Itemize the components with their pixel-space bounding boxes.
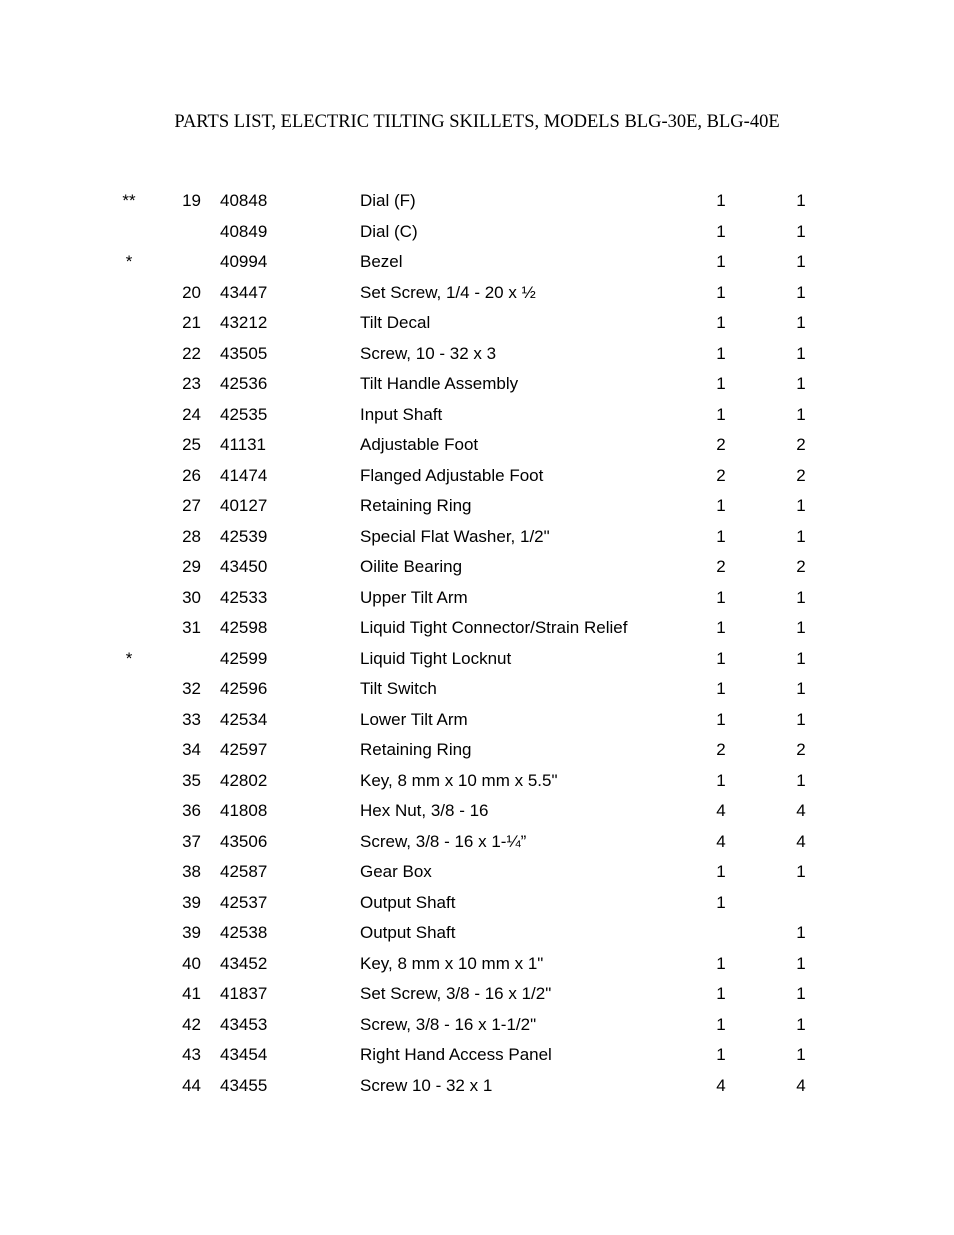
item-number: 38 [182,862,201,881]
quantity-blg-30e: 1 [716,587,726,607]
quantity-blg-40e: 1 [796,374,806,393]
quantity-blg-40e: 4 [796,831,806,851]
quantity-blg-30e: 1 [716,709,726,729]
part-description: Retaining Ring [360,496,472,515]
item-number: 31 [182,618,201,637]
part-description: Gear Box [360,862,432,881]
note-mark: * [125,648,133,668]
quantity-blg-40e: 1 [796,984,806,1003]
part-description: Set Screw, 1/4 - 20 x ½ [360,282,536,302]
quantity-blg-30e: 1 [716,404,726,424]
quantity-blg-30e: 2 [716,435,726,454]
quantity-blg-30e: 1 [716,343,726,363]
table-row [0,522,954,553]
table-row [0,247,954,278]
part-number: 43455 [220,1075,268,1095]
part-number: 41808 [220,801,268,820]
quantity-blg-30e: 1 [716,526,726,546]
quantity-blg-30e: 1 [716,892,726,912]
item-number: 36 [182,801,201,820]
part-description: Tilt Decal [360,313,431,332]
quantity-blg-40e: 4 [796,801,806,820]
part-number: 41837 [220,984,268,1003]
table-row [0,918,954,949]
quantity-blg-40e: 1 [796,191,806,210]
part-description: Bezel [360,252,403,271]
quantity-blg-40e: 1 [796,862,806,881]
part-description: Input Shaft [360,404,443,424]
item-number: 23 [182,374,201,393]
item-number: 27 [182,496,201,515]
part-number: 42536 [220,374,268,393]
part-description: Dial (F) [360,191,416,210]
quantity-blg-30e: 1 [716,770,726,790]
quantity-blg-40e: 1 [796,648,806,668]
part-number: 41474 [220,465,268,485]
part-description: Set Screw, 3/8 - 16 x 1/2" [360,984,552,1003]
quantity-blg-30e: 1 [716,679,726,698]
quantity-blg-40e: 1 [796,1045,806,1064]
table-row [0,705,954,736]
quantity-blg-40e: 2 [796,740,806,759]
table-row [0,674,954,705]
part-number: 42599 [220,648,268,668]
item-number: 24 [182,404,201,424]
quantity-blg-40e: 1 [796,313,806,332]
table-row [0,1010,954,1041]
item-number: 32 [182,679,201,698]
quantity-blg-40e: 1 [796,618,806,637]
quantity-blg-40e: 1 [796,526,806,546]
part-description: Upper Tilt Arm [360,587,468,607]
part-number: 40127 [220,496,268,515]
part-number: 43212 [220,313,268,332]
part-description: Screw 10 - 32 x 1 [360,1075,493,1095]
quantity-blg-30e: 2 [716,740,726,759]
quantity-blg-40e: 1 [796,221,806,241]
item-number: 21 [182,313,201,332]
quantity-blg-30e: 1 [716,618,726,637]
part-description: Key, 8 mm x 10 mm x 1" [360,953,544,973]
quantity-blg-40e: 1 [796,923,806,942]
quantity-blg-30e: 1 [716,221,726,241]
part-description: Right Hand Access Panel [360,1045,552,1064]
quantity-blg-30e: 4 [716,1075,726,1095]
item-number: 39 [182,923,201,942]
item-number: 25 [182,435,201,454]
quantity-blg-30e: 1 [716,252,726,271]
part-description: Dial (C) [360,221,418,241]
table-row [0,613,954,644]
table-row [0,583,954,614]
table-row [0,1040,954,1071]
part-description: Retaining Ring [360,740,472,759]
table-row [0,339,954,370]
part-description: Lower Tilt Arm [360,709,468,729]
part-number: 42538 [220,923,268,942]
quantity-blg-40e: 1 [796,953,806,973]
part-description: Output Shaft [360,923,456,942]
part-description: Key, 8 mm x 10 mm x 5.5" [360,770,558,790]
item-number: 29 [182,557,201,576]
quantity-blg-30e: 1 [716,862,726,881]
table-row [0,552,954,583]
table-row [0,735,954,766]
part-description: Liquid Tight Connector/Strain Relief [360,618,628,637]
quantity-blg-40e: 1 [796,252,806,271]
quantity-blg-30e: 1 [716,1014,726,1034]
item-number: 22 [182,343,201,363]
table-row [0,369,954,400]
part-number: 42534 [220,709,268,729]
parts-list [0,186,954,1101]
part-number: 43450 [220,557,268,576]
quantity-blg-30e: 1 [716,374,726,393]
part-number: 40994 [220,252,268,271]
item-number: 43 [182,1045,201,1064]
part-number: 43506 [220,831,268,851]
quantity-blg-40e: 1 [796,1014,806,1034]
table-row [0,186,954,217]
table-row [0,430,954,461]
quantity-blg-30e: 1 [716,1045,726,1064]
quantity-blg-40e: 1 [796,587,806,607]
quantity-blg-40e: 1 [796,343,806,363]
part-number: 40848 [220,191,268,210]
quantity-blg-30e: 1 [716,984,726,1003]
part-description: Screw, 3/8 - 16 x 1-¼” [360,831,527,851]
part-number: 42802 [220,770,268,790]
table-row [0,308,954,339]
part-number: 42535 [220,404,268,424]
table-row [0,644,954,675]
part-number: 42596 [220,679,268,698]
quantity-blg-30e: 2 [716,465,726,485]
quantity-blg-30e: 1 [716,953,726,973]
item-number: 34 [182,740,201,759]
item-number: 37 [182,831,201,851]
item-number: 39 [182,892,201,912]
item-number: 44 [182,1075,201,1095]
part-description: Adjustable Foot [360,435,479,454]
quantity-blg-30e: 2 [716,557,726,576]
quantity-blg-40e: 4 [796,1075,806,1095]
table-row [0,827,954,858]
note-mark: * [125,252,133,271]
item-number: 19 [182,191,201,210]
item-number: 40 [182,953,201,973]
part-description: Flanged Adjustable Foot [360,465,544,485]
item-number: 35 [182,770,201,790]
part-number: 42587 [220,862,268,881]
part-description: Screw, 10 - 32 x 3 [360,343,497,363]
quantity-blg-40e: 1 [796,679,806,698]
quantity-blg-30e: 4 [716,831,726,851]
table-row [0,491,954,522]
quantity-blg-40e: 1 [796,496,806,515]
quantity-blg-30e: 1 [716,313,726,332]
part-number: 43454 [220,1045,268,1064]
table-row [0,888,954,919]
part-number: 42598 [220,618,268,637]
table-row [0,1071,954,1102]
quantity-blg-30e: 4 [716,801,726,820]
quantity-blg-40e: 1 [796,770,806,790]
part-description: Output Shaft [360,892,456,912]
part-description: Special Flat Washer, 1/2" [360,526,550,546]
item-number: 33 [182,709,201,729]
quantity-blg-40e: 2 [796,557,806,576]
item-number: 30 [182,587,201,607]
table-row [0,400,954,431]
part-number: 40849 [220,221,268,241]
quantity-blg-30e: 1 [716,648,726,668]
part-description: Oilite Bearing [360,557,463,576]
quantity-blg-30e: 1 [716,282,726,302]
note-mark: ** [122,191,136,210]
part-number: 42537 [220,892,268,912]
quantity-blg-40e: 1 [796,709,806,729]
item-number: 28 [182,526,201,546]
part-number: 42597 [220,740,268,759]
part-number: 43453 [220,1014,268,1034]
item-number: 41 [182,984,201,1003]
table-row [0,857,954,888]
item-number: 42 [182,1014,201,1034]
table-row [0,217,954,248]
part-number: 43447 [220,282,268,302]
table-row [0,766,954,797]
part-description: Tilt Switch [360,679,437,698]
quantity-blg-30e: 1 [716,496,726,515]
item-number: 20 [182,282,201,302]
quantity-blg-40e: 1 [796,282,806,302]
item-number: 26 [182,465,201,485]
quantity-blg-40e: 1 [796,404,806,424]
part-description: Liquid Tight Locknut [360,648,512,668]
part-description: Screw, 3/8 - 16 x 1-1/2" [360,1014,537,1034]
table-row [0,949,954,980]
table-row [0,461,954,492]
quantity-blg-40e: 2 [796,435,806,454]
table-row [0,796,954,827]
table-row [0,278,954,309]
part-number: 42533 [220,587,268,607]
quantity-blg-30e: 1 [716,191,726,210]
part-number: 43505 [220,343,268,363]
part-number: 43452 [220,953,268,973]
quantity-blg-40e: 2 [796,465,806,485]
part-number: 42539 [220,526,268,546]
part-description: Tilt Handle Assembly [360,374,519,393]
page-title: PARTS LIST, ELECTRIC TILTING SKILLETS, MODELS BLG-30E, BLG-40E [174,112,780,132]
part-description: Hex Nut, 3/8 - 16 [360,801,489,820]
table-row [0,979,954,1010]
part-number: 41131 [220,435,267,454]
